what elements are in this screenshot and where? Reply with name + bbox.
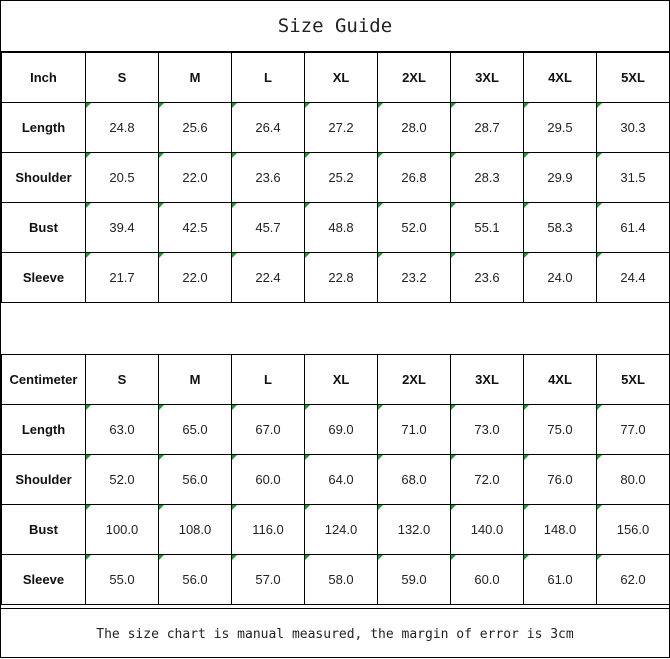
measurement-value: 124.0: [305, 505, 378, 555]
table-row: [2, 555, 670, 605]
size-header: M: [159, 53, 232, 103]
measurement-label: Shoulder: [2, 455, 86, 505]
measurement-value: 62.0: [597, 555, 670, 605]
measurement-value: 24.0: [524, 253, 597, 303]
size-header: 5XL: [597, 53, 670, 103]
measurement-value: 22.8: [305, 253, 378, 303]
measurement-label: Length: [2, 103, 86, 153]
table-row: [2, 505, 670, 555]
measurement-value: 52.0: [86, 455, 159, 505]
measurement-value: 22.0: [159, 253, 232, 303]
measurement-value: 24.8: [86, 103, 159, 153]
measurement-value: 23.6: [451, 253, 524, 303]
measurement-value: 20.5: [86, 153, 159, 203]
table-row: [2, 405, 670, 455]
size-header: 4XL: [524, 355, 597, 405]
measurement-note: The size chart is manual measured, the margin of error is 3cm: [1, 608, 669, 659]
size-header: S: [86, 53, 159, 103]
measurement-label: Length: [2, 405, 86, 455]
measurement-value: 76.0: [524, 455, 597, 505]
centimeter-size-table: [1, 354, 670, 605]
table-row: [2, 103, 670, 153]
measurement-value: 116.0: [232, 505, 305, 555]
measurement-value: 57.0: [232, 555, 305, 605]
measurement-value: 156.0: [597, 505, 670, 555]
measurement-value: 30.3: [597, 103, 670, 153]
measurement-value: 29.5: [524, 103, 597, 153]
measurement-value: 26.4: [232, 103, 305, 153]
measurement-label: Bust: [2, 505, 86, 555]
measurement-value: 58.0: [305, 555, 378, 605]
measurement-value: 48.8: [305, 203, 378, 253]
measurement-value: 75.0: [524, 405, 597, 455]
table-row: [2, 455, 670, 505]
size-header: 3XL: [451, 53, 524, 103]
measurement-value: 67.0: [232, 405, 305, 455]
measurement-value: 108.0: [159, 505, 232, 555]
measurement-value: 29.9: [524, 153, 597, 203]
measurement-value: 60.0: [451, 555, 524, 605]
measurement-value: 23.2: [378, 253, 451, 303]
measurement-value: 42.5: [159, 203, 232, 253]
table-header-row: [2, 53, 670, 103]
measurement-value: 28.3: [451, 153, 524, 203]
size-header: L: [232, 53, 305, 103]
measurement-label: Sleeve: [2, 253, 86, 303]
measurement-value: 39.4: [86, 203, 159, 253]
measurement-value: 28.0: [378, 103, 451, 153]
table-row: [2, 153, 670, 203]
measurement-value: 77.0: [597, 405, 670, 455]
size-header: M: [159, 355, 232, 405]
measurement-value: 100.0: [86, 505, 159, 555]
measurement-value: 148.0: [524, 505, 597, 555]
measurement-value: 56.0: [159, 555, 232, 605]
measurement-value: 55.0: [86, 555, 159, 605]
measurement-value: 61.0: [524, 555, 597, 605]
measurement-value: 65.0: [159, 405, 232, 455]
page-title: Size Guide: [1, 1, 669, 52]
inch-size-table: [1, 52, 670, 303]
measurement-value: 55.1: [451, 203, 524, 253]
measurement-value: 26.8: [378, 153, 451, 203]
measurement-value: 72.0: [451, 455, 524, 505]
measurement-value: 45.7: [232, 203, 305, 253]
measurement-value: 24.4: [597, 253, 670, 303]
measurement-value: 31.5: [597, 153, 670, 203]
size-header: S: [86, 355, 159, 405]
measurement-value: 68.0: [378, 455, 451, 505]
measurement-value: 28.7: [451, 103, 524, 153]
table-row: [2, 253, 670, 303]
measurement-value: 69.0: [305, 405, 378, 455]
measurement-value: 52.0: [378, 203, 451, 253]
measurement-value: 61.4: [597, 203, 670, 253]
size-header: L: [232, 355, 305, 405]
measurement-value: 132.0: [378, 505, 451, 555]
measurement-label: Shoulder: [2, 153, 86, 203]
size-header: 3XL: [451, 355, 524, 405]
measurement-value: 22.4: [232, 253, 305, 303]
unit-label: Inch: [2, 53, 86, 103]
size-header: XL: [305, 53, 378, 103]
measurement-value: 25.6: [159, 103, 232, 153]
size-header: XL: [305, 355, 378, 405]
measurement-value: 59.0: [378, 555, 451, 605]
size-header: 2XL: [378, 355, 451, 405]
unit-label: Centimeter: [2, 355, 86, 405]
size-header: 4XL: [524, 53, 597, 103]
measurement-value: 64.0: [305, 455, 378, 505]
measurement-value: 27.2: [305, 103, 378, 153]
measurement-value: 25.2: [305, 153, 378, 203]
measurement-value: 21.7: [86, 253, 159, 303]
measurement-value: 60.0: [232, 455, 305, 505]
measurement-value: 58.3: [524, 203, 597, 253]
measurement-value: 56.0: [159, 455, 232, 505]
table-row: [2, 203, 670, 253]
measurement-value: 140.0: [451, 505, 524, 555]
measurement-value: 23.6: [232, 153, 305, 203]
measurement-value: 22.0: [159, 153, 232, 203]
measurement-label: Sleeve: [2, 555, 86, 605]
table-spacer: [1, 304, 669, 354]
measurement-value: 73.0: [451, 405, 524, 455]
measurement-value: 63.0: [86, 405, 159, 455]
measurement-label: Bust: [2, 203, 86, 253]
size-header: 5XL: [597, 355, 670, 405]
size-header: 2XL: [378, 53, 451, 103]
measurement-value: 80.0: [597, 455, 670, 505]
table-header-row: [2, 355, 670, 405]
measurement-value: 71.0: [378, 405, 451, 455]
